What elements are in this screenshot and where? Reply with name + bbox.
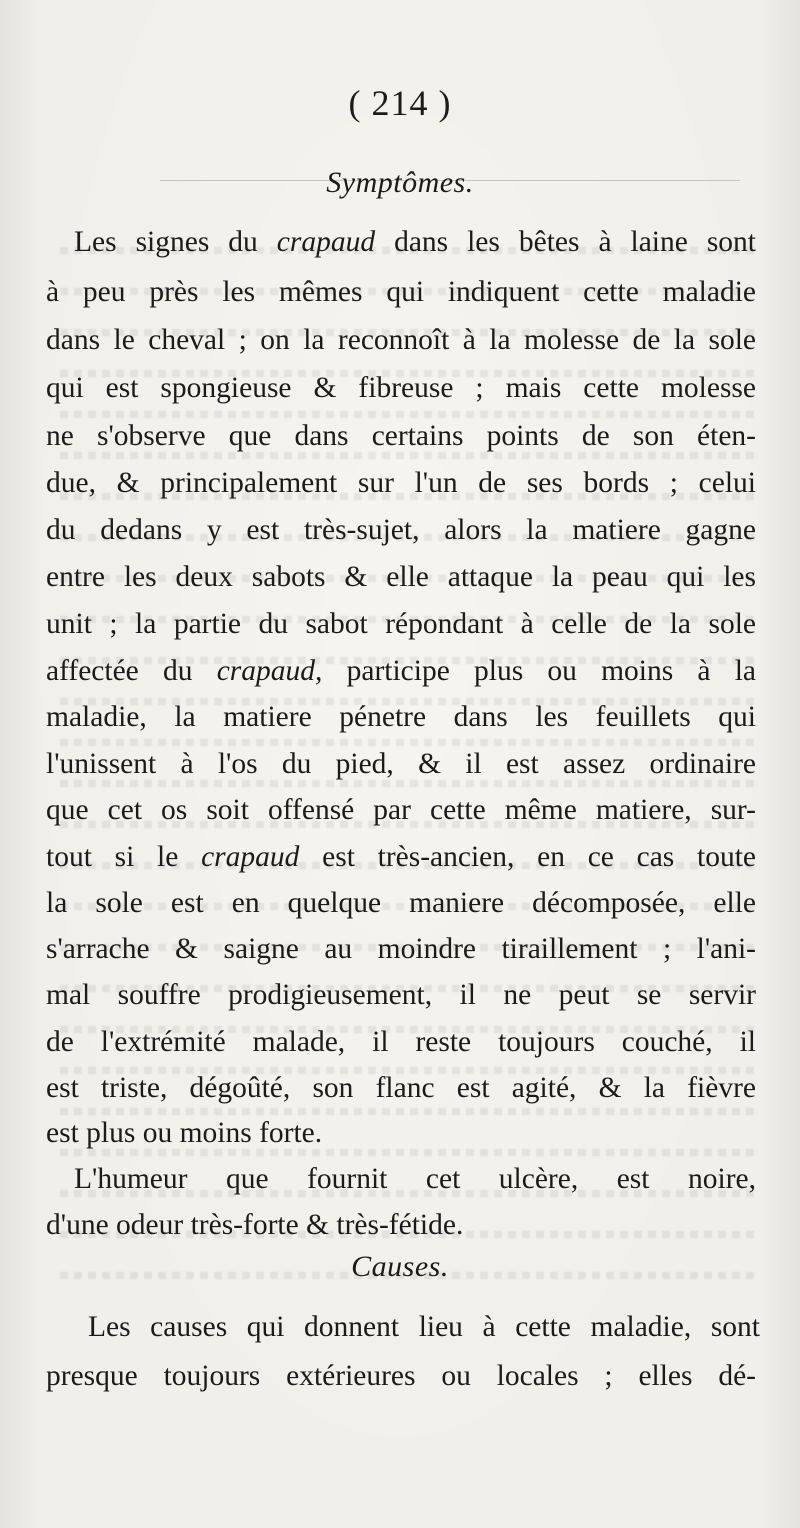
text-line: tout si le crapaud est très-ancien, en ce cas toute: [46, 841, 756, 873]
section-heading-causes: Causes.: [351, 1250, 449, 1283]
text-line: ne s'observe que dans certains points de son éten-: [46, 420, 756, 452]
text-line: d'une odeur très-forte & très-fétide.: [46, 1209, 464, 1241]
text-line: la sole est en quelque maniere décomposée, elle: [46, 887, 756, 919]
text-line: dans le cheval ; on la reconnoît à la molesse de la sole: [46, 324, 756, 356]
text-line: L'humeur que fournit cet ulcère, est noire,: [74, 1163, 756, 1195]
text-line: est triste, dégoûté, son flanc est agité, & la fièvre: [46, 1072, 756, 1104]
text-line: s'arrache & saigne au moindre tiraillement ; l'ani-: [46, 933, 756, 965]
text-line: Les signes du crapaud dans les bêtes à laine sont: [74, 226, 756, 258]
text-line: de l'extrémité malade, il reste toujours couché, il: [46, 1026, 756, 1058]
text-line: unit ; la partie du sabot répondant à celle de la sole: [46, 608, 756, 640]
text-line: affectée du crapaud, participe plus ou moins à la: [46, 655, 757, 687]
text-line: due, & principalement sur l'un de ses bords ; celui: [46, 467, 756, 499]
text-line: maladie, la matiere pénetre dans les feuillets qui: [46, 701, 756, 733]
text-line: est plus ou moins forte.: [46, 1117, 323, 1149]
text-line: l'unissent à l'os du pied, & il est assez ordinaire: [46, 748, 756, 780]
text-line: presque toujours extérieures ou locales ; elles dé-: [46, 1360, 756, 1392]
page-number: ( 214 ): [348, 83, 452, 123]
text-line: à peu près les mêmes qui indiquent cette maladie: [46, 276, 756, 308]
section-heading-symptomes: Symptômes.: [326, 166, 474, 199]
text-line: Les causes qui donnent lieu à cette maladie, sont: [88, 1311, 760, 1343]
text-line: mal souffre prodigieusement, il ne peut se servir: [46, 979, 756, 1011]
text-line: entre les deux sabots & elle attaque la peau qui les: [46, 561, 756, 593]
text-line: qui est spongieuse & fibreuse ; mais cette molesse: [46, 372, 756, 404]
text-line: du dedans y est très-sujet, alors la matiere gagne: [46, 514, 756, 546]
text-line: que cet os soit offensé par cette même matiere, sur-: [46, 794, 756, 826]
